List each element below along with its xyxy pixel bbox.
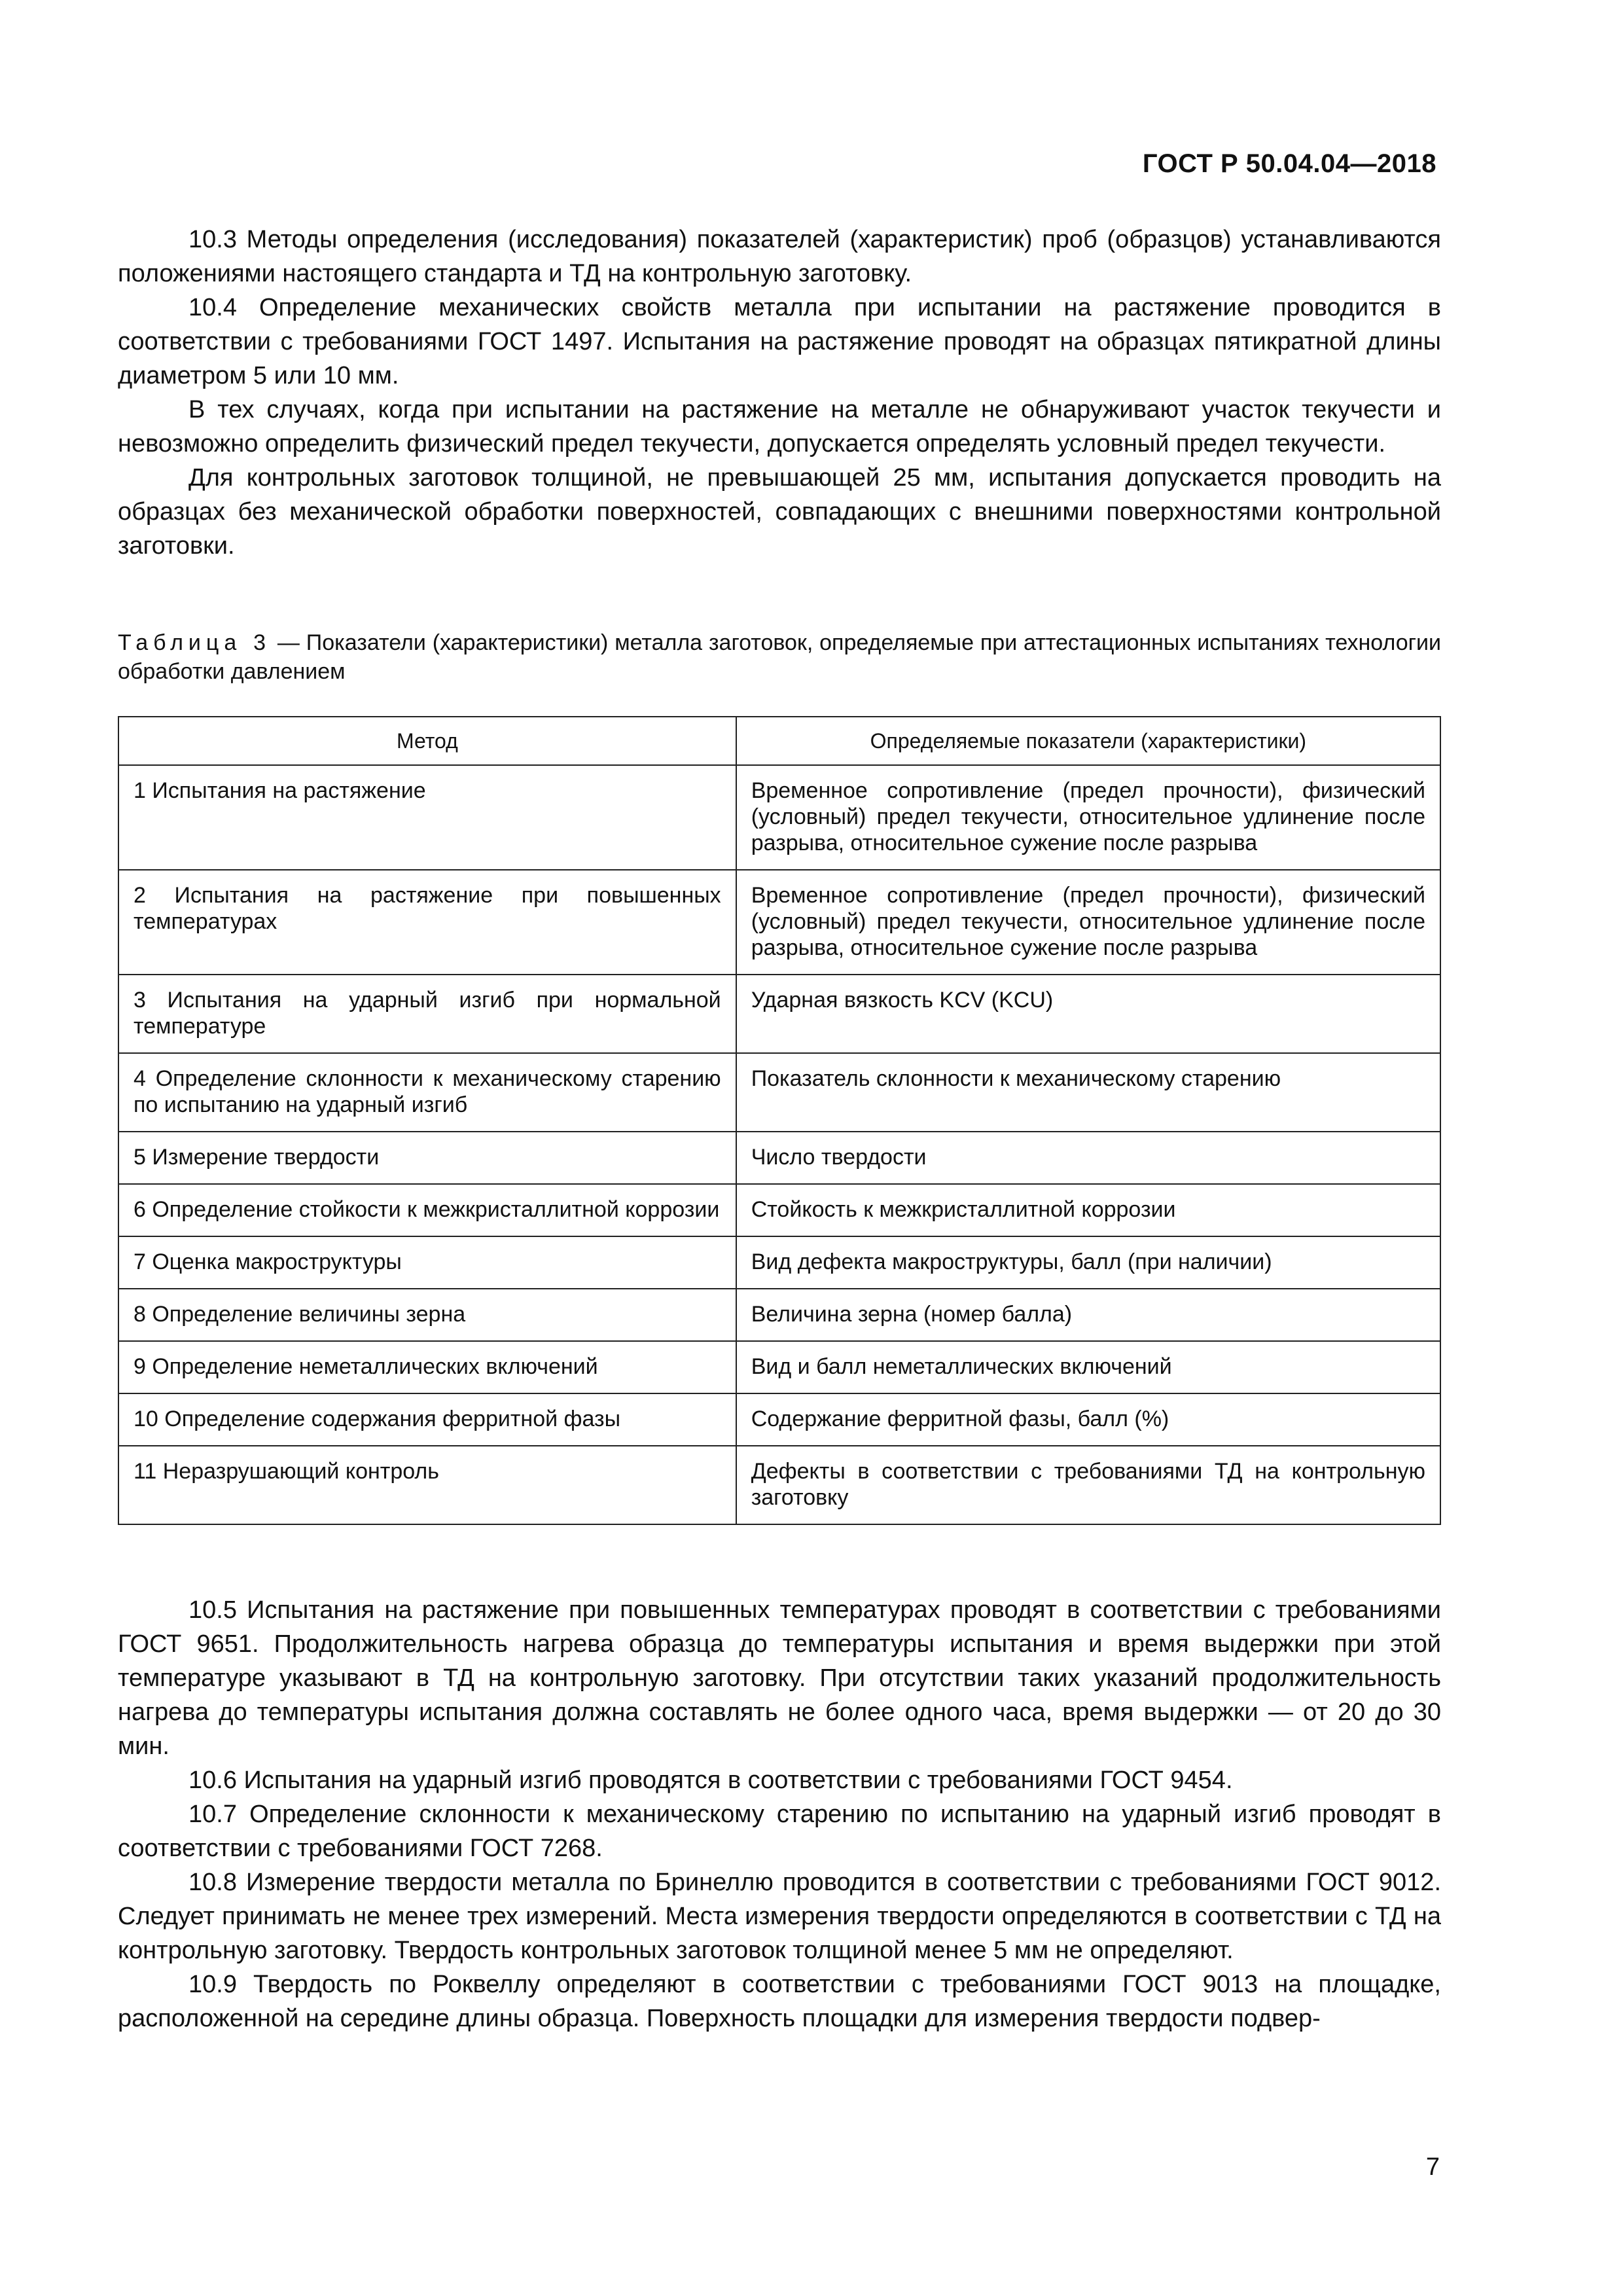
page-number: 7 — [1425, 2153, 1440, 2181]
table-row — [118, 870, 1440, 975]
indicators-cell: Временное сопротивление (предел прочности), физический (условный) предел текучести, относительное удлинение после разрыва, относительное сужение после разрыва — [736, 870, 1440, 975]
paragraph-10-4: 10.4 Определение механических свойств металла при испытании на растяжение проводится в соответствии с требованиями ГОСТ 1497. Испытания на растяжение проводят на образцах пятикратной длины диаметром 5 или 10 мм. — [118, 294, 1441, 389]
paragraph-10-3: 10.3 Методы определения (исследования) показателей (характеристик) проб (образцов) устанавливаются положениями настоящего стандарта и ТД на контрольную заготовку. — [118, 226, 1441, 287]
table-row — [118, 1236, 1440, 1289]
method-cell: 9 Определение неметаллических включений — [118, 1341, 736, 1393]
method-cell: 4 Определение склонности к механическому старению по испытанию на ударный изгиб — [118, 1053, 736, 1132]
table-caption-text: — Показатели (характеристики) металла заготовок, определяемые при аттестационных испытаниях технологии обработки давлением — [118, 630, 1441, 684]
paragraph-thickness-note: Для контрольных заготовок толщиной, не превышающей 25 мм, испытания допускается проводить на образцах без механической обработки поверхностей, совпадающих с внешними поверхностями контрольной заготовки. — [118, 464, 1441, 560]
table-caption — [118, 628, 1441, 686]
method-cell: 2 Испытания на растяжение при повышенных температурах — [118, 870, 736, 975]
table-header-row — [118, 717, 1440, 765]
table-row — [118, 975, 1440, 1053]
indicators-cell: Ударная вязкость KCV (KCU) — [736, 975, 1440, 1053]
table-row — [118, 1341, 1440, 1393]
table-row — [118, 1053, 1440, 1132]
document-code-header: ГОСТ Р 50.04.04—2018 — [1142, 149, 1436, 178]
indicators-cell: Дефекты в соответствии с требованиями ТД на контрольную заготовку — [736, 1446, 1440, 1524]
method-cell: 6 Определение стойкости к межкристаллитной коррозии — [118, 1184, 736, 1236]
table-row — [118, 1393, 1440, 1446]
paragraph-10-7: 10.7 Определение склонности к механическому старению по испытанию на ударный изгиб проводят в соответствии с требованиями ГОСТ 7268. — [118, 1801, 1441, 1862]
indicators-cell: Величина зерна (номер балла) — [736, 1289, 1440, 1341]
paragraph-10-5: 10.5 Испытания на растяжение при повышенных температурах проводят в соответствии с требованиями ГОСТ 9651. Продолжительность нагрева образца до температуры испытания и время выдержки при этой температуре указывают в ТД на контрольную заготовку. При отсутствии таких указаний продолжительность нагрева до температуры испытания должна составлять не более одного часа, время выдержки — от 20 до 30 мин. — [118, 1596, 1441, 1760]
table-row — [118, 1132, 1440, 1184]
indicators-cell: Вид дефекта макроструктуры, балл (при наличии) — [736, 1236, 1440, 1289]
method-cell: 8 Определение величины зерна — [118, 1289, 736, 1341]
paragraph-yield-note: В тех случаях, когда при испытании на растяжение на металле не обнаруживают участок текучести и невозможно определить физический предел текучести, допускается определять условный предел текучести. — [118, 396, 1441, 457]
method-cell: 5 Измерение твердости — [118, 1132, 736, 1184]
table-row — [118, 1289, 1440, 1341]
indicators-cell: Число твердости — [736, 1132, 1440, 1184]
body-text-top — [118, 223, 1441, 563]
paragraph-10-6: 10.6 Испытания на ударный изгиб проводятся в соответствии с требованиями ГОСТ 9454. — [188, 1767, 1233, 1794]
header-indicators: Определяемые показатели (характеристики) — [736, 717, 1440, 765]
indicators-cell: Показатель склонности к механическому старению — [736, 1053, 1440, 1132]
table-row — [118, 765, 1440, 870]
indicators-table — [118, 716, 1441, 1525]
table-caption-label: Таблица 3 — [118, 630, 272, 655]
body-text-bottom — [118, 1593, 1441, 2036]
indicators-cell: Стойкость к межкристаллитной коррозии — [736, 1184, 1440, 1236]
method-cell: 1 Испытания на растяжение — [118, 765, 736, 870]
header-method: Метод — [118, 717, 736, 765]
table-row — [118, 1446, 1440, 1524]
indicators-cell: Содержание ферритной фазы, балл (%) — [736, 1393, 1440, 1446]
method-cell: 7 Оценка макроструктуры — [118, 1236, 736, 1289]
indicators-cell: Временное сопротивление (предел прочности), физический (условный) предел текучести, относительное удлинение после разрыва, относительное сужение после разрыва — [736, 765, 1440, 870]
method-cell: 3 Испытания на ударный изгиб при нормальной температуре — [118, 975, 736, 1053]
indicators-cell: Вид и балл неметаллических включений — [736, 1341, 1440, 1393]
table-row — [118, 1184, 1440, 1236]
paragraph-10-9: 10.9 Твердость по Роквеллу определяют в соответствии с требованиями ГОСТ 9013 на площадке, расположенной на середине длины образца. Поверхность площадки для измерения твердости подвер- — [118, 1971, 1441, 2032]
paragraph-10-8: 10.8 Измерение твердости металла по Бринеллю проводится в соответствии с требованиями ГОСТ 9012. Следует принимать не менее трех измерений. Места измерения твердости определяются в соответствии с ТД на контрольную заготовку. Твердость контрольных заготовок толщиной менее 5 мм не определяют. — [118, 1869, 1441, 1964]
method-cell: 10 Определение содержания ферритной фазы — [118, 1393, 736, 1446]
method-cell: 11 Неразрушающий контроль — [118, 1446, 736, 1524]
